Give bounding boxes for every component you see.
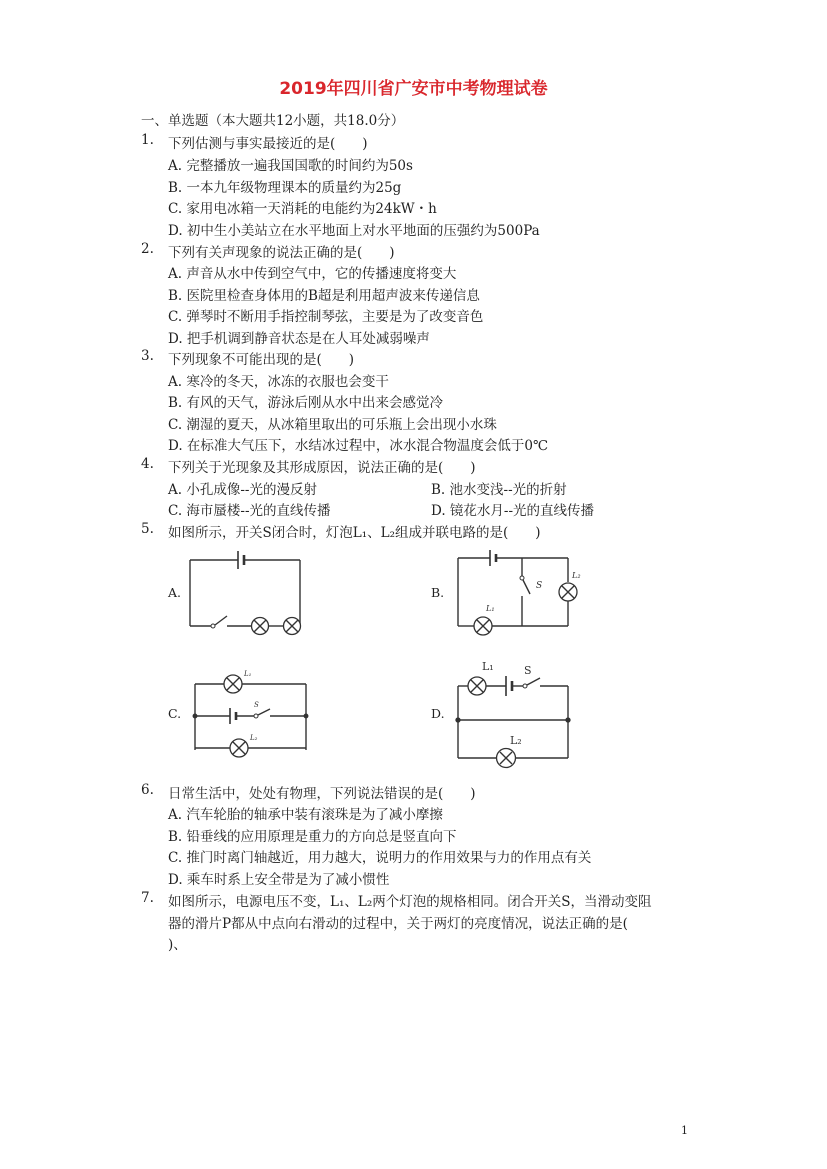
question-number: 5. [141,521,154,537]
question-stem: 下列关于光现象及其形成原因，说法正确的是( ) [168,460,476,476]
q4-option-c: C. 海市蜃楼--光的直线传播 [168,503,331,519]
q4-option-a: A. 小孔成像--光的漫反射 [168,482,317,498]
page-number: 1 [681,1124,688,1137]
question-number: 7. [141,890,154,906]
circuit-d-diagram [452,656,582,776]
q3-option-b: B. 有风的天气，游泳后刚从水中出来会感觉冷 [168,395,444,411]
q3-option-a: A. 寒冷的冬天，冰冻的衣服也会变干 [168,374,389,390]
q6-option-a: A. 汽车轮胎的轴承中装有滚珠是为了减小摩擦 [168,807,443,823]
q6-option-b: B. 铅垂线的应用原理是重力的方向总是竖直向下 [168,829,457,845]
q2-option-c: C. 弹琴时不断用手指控制琴弦，主要是为了改变音色 [168,309,484,325]
switch-s-label: S [536,581,543,591]
question-stem-line-2: 器的滑片P都从中点向右滑动的过程中，关于两灯的亮度情况，说法正确的是( [168,916,628,932]
q1-option-a: A. 完整播放一遍我国国歌的时间约为50s [168,158,413,174]
question-number: 4. [141,456,154,472]
page-title: 2019年四川省广安市中考物理试卷 [279,79,548,99]
circuit-b-diagram [450,548,590,638]
question-number: 2. [141,241,154,257]
question-stem: 下列估测与事实最接近的是( ) [168,136,368,152]
circuit-a-label: A. [168,585,182,600]
q1-option-b: B. 一本九年级物理课本的质量约为25g [168,180,402,196]
switch-s-label: S [524,664,532,677]
q2-option-b: B. 医院里检查身体用的B超是利用超声波来传递信息 [168,288,480,304]
question-stem-line-1: 如图所示，电源电压不变，L₁、L₂两个灯泡的规格相同。闭合开关S，当滑动变阻 [168,894,652,910]
q3-option-c: C. 潮湿的夏天，从冰箱里取出的可乐瓶上会出现小水珠 [168,417,497,433]
question-number: 1. [141,132,154,148]
lamp-l2-label: L₂ [572,571,581,580]
circuit-c-label: C. [168,706,182,721]
lamp-l1-label: L₁ [482,660,494,673]
question-stem: 下列有关声现象的说法正确的是( ) [168,245,395,261]
q4-option-b: B. 池水变浅--光的折射 [431,482,567,498]
circuit-a-diagram [180,548,320,638]
q4-option-d: D. 镜花水月--光的直线传播 [431,503,595,519]
question-stem-line-3: )、 [168,937,187,953]
circuit-b-label: B. [431,585,445,600]
lamp-l2-label: L₂ [510,734,522,747]
q1-option-d: D. 初中生小美站立在水平地面上对水平地面的压强约为500Pa [168,223,540,239]
switch-s-label: S [254,701,259,709]
lamp-l1-label: L₁ [244,670,252,678]
circuit-c-diagram [190,660,320,760]
question-stem: 下列现象不可能出现的是( ) [168,352,355,368]
q1-option-c: C. 家用电冰箱一天消耗的电能约为24kW・h [168,201,437,217]
q6-option-d: D. 乘车时系上安全带是为了减小惯性 [168,872,390,888]
circuit-d-label: D. [431,706,445,721]
question-number: 6. [141,782,154,798]
lamp-l1-label: L₁ [486,604,495,613]
q6-option-c: C. 推门时离门轴越近，用力越大，说明力的作用效果与力的作用点有关 [168,850,592,866]
q2-option-a: A. 声音从水中传到空气中，它的传播速度将变大 [168,266,457,282]
section-heading: 一、单选题（本大题共12小题，共18.0分） [141,113,405,129]
question-stem: 日常生活中，处处有物理，下列说法错误的是( ) [168,786,476,802]
q3-option-d: D. 在标准大气压下，水结冰过程中，冰水混合物温度会低于0℃ [168,438,549,454]
lamp-l2-label: L₂ [250,734,258,742]
question-stem: 如图所示，开关S闭合时，灯泡L₁、L₂组成并联电路的是( ) [168,525,541,541]
question-number: 3. [141,348,154,364]
q2-option-d: D. 把手机调到静音状态是在人耳处减弱噪声 [168,331,430,347]
